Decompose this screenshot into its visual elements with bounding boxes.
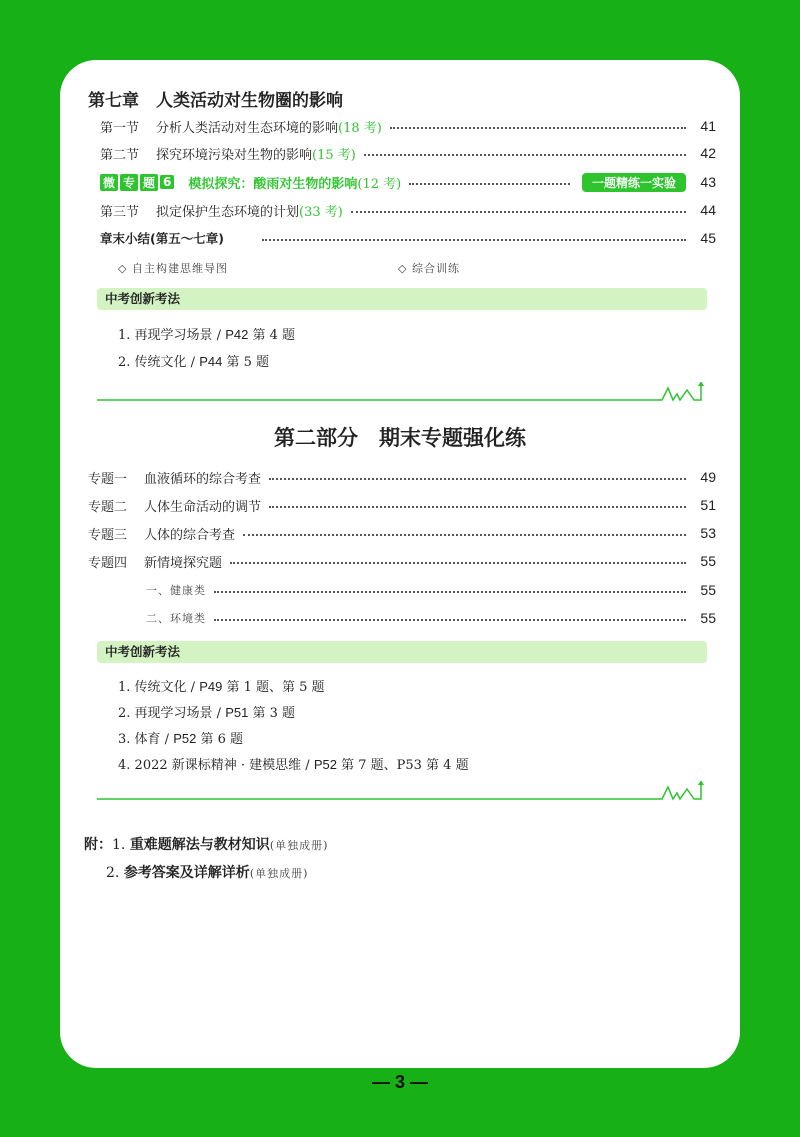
summary-title: 章末小结(第五～七章)	[100, 231, 224, 246]
topic-row[interactable]	[88, 522, 716, 544]
leader-dots	[269, 478, 686, 480]
page-number: 44	[700, 202, 716, 218]
topic-title: 人体生命活动的调节	[144, 499, 262, 515]
topic-label: 专题二	[88, 499, 128, 515]
leader-dots	[269, 506, 686, 508]
topic-title: 二、环境类	[146, 612, 206, 625]
innovation-banner: 中考创新考法	[97, 641, 707, 663]
topic-subrow[interactable]	[88, 579, 716, 601]
toc-row[interactable]	[100, 142, 716, 164]
micro-topic-tag: 微	[100, 174, 118, 191]
page-number: 42	[700, 145, 716, 161]
topic-label: 专题一	[88, 471, 128, 487]
exam-count: (12 考)	[357, 176, 402, 192]
topic-row[interactable]	[88, 550, 716, 572]
leader-dots	[351, 211, 686, 213]
appendix-item: 附：1. 重难题解法与教材知识(单独成册)	[84, 837, 329, 853]
topic-subrow[interactable]	[88, 607, 716, 629]
section-label: 第二节	[100, 147, 140, 163]
practice-badge: 一题精练一实验	[582, 173, 686, 192]
micro-topic-tag: 6	[160, 175, 174, 189]
leader-dots	[390, 127, 686, 129]
leader-dots	[364, 154, 686, 156]
topic-label: 专题三	[88, 527, 128, 543]
page-number: 49	[700, 469, 716, 485]
chapter-title: 第七章 人类活动对生物圈的影响	[88, 91, 343, 111]
topic-label: 专题四	[88, 555, 128, 571]
innovation-item: 4. 2022 新课标精神 · 建模思维 / P52 第 7 题、P53 第 4 题	[118, 757, 469, 773]
page-number: 55	[700, 582, 716, 598]
leader-dots	[214, 619, 686, 621]
toc-row-summary[interactable]	[100, 227, 716, 249]
page-number: 55	[700, 610, 716, 626]
topic-title: 人体的综合考查	[144, 527, 236, 543]
topic-row[interactable]	[88, 466, 716, 488]
section-title: 模拟探究：酸雨对生物的影响	[188, 176, 358, 192]
leader-dots	[409, 183, 570, 185]
section-title: 探究环境污染对生物的影响	[156, 147, 313, 163]
leader-dots	[262, 239, 686, 241]
topic-title: 血液循环的综合考查	[144, 471, 262, 487]
innovation-banner: 中考创新考法	[97, 288, 707, 310]
leader-dots	[243, 534, 686, 536]
innovation-item: 2. 再现学习场景 / P51 第 3 题	[118, 705, 296, 721]
leader-dots	[214, 591, 686, 593]
page-number: 41	[700, 118, 716, 134]
section-title: 分析人类活动对生态环境的影响	[156, 120, 339, 136]
exam-count: (15 考)	[312, 147, 356, 163]
page-number: 53	[700, 525, 716, 541]
micro-topic-tag: 题	[140, 174, 158, 191]
page-number: 55	[700, 553, 716, 569]
innovation-item: 1. 再现学习场景 / P42 第 4 题	[118, 327, 296, 343]
page-number: 51	[700, 497, 716, 513]
heartbeat-divider	[97, 382, 707, 402]
topic-row[interactable]	[88, 494, 716, 516]
section-label: 第一节	[100, 120, 140, 136]
section-title: 拟定保护生态环境的计划	[156, 204, 300, 220]
heartbeat-divider	[97, 781, 707, 801]
leader-dots	[230, 562, 686, 564]
exam-count: (18 考)	[338, 120, 382, 136]
section-label: 第三节	[100, 204, 140, 220]
micro-topic-tag: 专	[120, 174, 138, 191]
topic-title: 一、健康类	[146, 584, 206, 597]
toc-row-micro-topic[interactable]	[100, 171, 716, 193]
innovation-item: 3. 体育 / P52 第 6 题	[118, 731, 244, 747]
exam-count: (33 考)	[299, 204, 343, 220]
page-number: 45	[700, 230, 716, 246]
page-number: 43	[700, 174, 716, 190]
topic-title: 新情境探究题	[144, 555, 223, 571]
innovation-item: 2. 传统文化 / P44 第 5 题	[118, 354, 270, 370]
page-number-footer: — 3 —	[371, 1072, 428, 1092]
appendix-item: 2. 参考答案及详解详析(单独成册)	[106, 865, 309, 881]
subitem-training: ◇ 综合训练	[398, 262, 460, 275]
toc-row[interactable]	[100, 115, 716, 137]
part-title: 第二部分 期末专题强化练	[274, 426, 526, 450]
subitem-mind-map: ◇ 自主构建思维导图	[118, 262, 228, 275]
innovation-item: 1. 传统文化 / P49 第 1 题、第 5 题	[118, 679, 325, 695]
toc-row[interactable]	[100, 199, 716, 221]
